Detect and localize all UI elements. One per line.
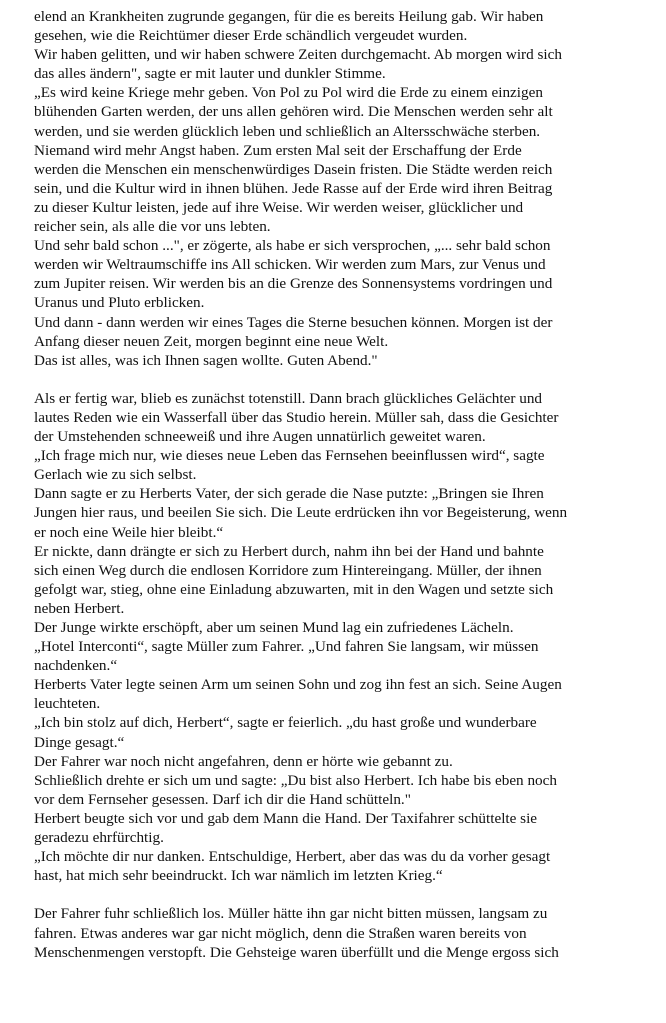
text-line: gefolgt war, stieg, ohne eine Einladung abzuwarten, mit in den Wagen und setzte sich (34, 580, 554, 598)
paragraph-block-speech (34, 7, 634, 370)
text-line: Der Junge wirkte erschöpft, aber um seinen Mund lag ein zufriedenes Lächeln. (34, 619, 514, 636)
text-line: blühenden Garten werden, der uns allen gehören wird. Die Menschen werden sehr alt (34, 103, 553, 121)
text-line: Niemand wird mehr Angst haben. Zum ersten Mal seit der Erschaffung der Erde (34, 141, 522, 159)
document-page (34, 7, 634, 962)
text-line: „Ich möchte dir nur danken. Entschuldige, Herbert, aber das was du da vorher gesagt (34, 848, 551, 866)
text-line: Dinge gesagt.“ (34, 733, 125, 751)
text-line: Anfang dieser neuen Zeit, morgen beginnt eine neue Welt. (34, 332, 389, 350)
text-line: Der Fahrer fuhr schließlich los. Müller hätte ihn gar nicht bitten müssen, langsam zu (34, 905, 548, 923)
text-line: lautes Reden wie ein Wasserfall über das Studio herein. Müller sah, dass die Gesichter (34, 408, 559, 426)
text-line: Herberts Vater legte seinen Arm um seinen Sohn und zog ihn fest an sich. Seine Augen (34, 676, 562, 694)
text-line: sich einen Weg durch die endlosen Korridore zum Hintereingang. Müller, der ihnen (34, 561, 542, 579)
text-line: neben Herbert. (34, 599, 125, 617)
text-line: „Hotel Interconti“, sagte Müller zum Fahrer. „Und fahren Sie langsam, wir müssen (34, 638, 539, 656)
text-line: geradezu ehrfürchtig. (34, 829, 164, 847)
paragraph-block-studio (34, 389, 634, 885)
paragraph-gap (34, 885, 634, 904)
text-line: Als er fertig war, blieb es zunächst totenstill. Dann brach glückliches Gelächter und (34, 389, 543, 407)
text-line: zum Jupiter reisen. Wir werden bis an die Grenze des Sonnensystems vordringen und (34, 275, 553, 293)
text-line: nachdenken.“ (34, 657, 118, 675)
text-line: „Es wird keine Kriege mehr geben. Von Pol zu Pol wird die Erde zu einem einzigen (34, 84, 543, 102)
text-line: Das ist alles, was ich Ihnen sagen wollte. Guten Abend." (34, 351, 378, 369)
text-line: leuchteten. (34, 695, 101, 713)
text-line: „Ich bin stolz auf dich, Herbert“, sagte er feierlich. „du hast große und wunderbare (34, 714, 537, 732)
text-line: hast, hat mich sehr beeindruckt. Ich war nämlich im letzten Krieg.“ (34, 867, 443, 885)
text-line: Uranus und Pluto erblicken. (34, 294, 205, 312)
text-line: fahren. Etwas anderes war gar nicht möglich, denn die Straßen waren bereits von (34, 924, 527, 942)
text-line: er noch eine Weile hier bleibt.“ (34, 523, 224, 541)
text-line: Wir haben gelitten, und wir haben schwere Zeiten durchgemacht. Ab morgen wird sich (34, 46, 562, 64)
text-line: Und sehr bald schon ...", er zögerte, als habe er sich versprochen, „... sehr bald schon (34, 237, 551, 255)
text-line: Er nickte, dann drängte er sich zu Herbert durch, nahm ihn bei der Hand und bahnte (34, 542, 544, 560)
text-line: vor dem Fernseher gesessen. Darf ich dir die Hand schütteln." (34, 790, 411, 808)
text-line: werden wir Weltraumschiffe ins All schicken. Wir werden zum Mars, zur Venus und (34, 256, 546, 274)
text-line: reicher sein, als alle die vor uns lebten. (34, 218, 271, 236)
text-line: gesehen, wie die Reichtümer dieser Erde schändlich vergeudet wurden. (34, 27, 468, 45)
text-line: Schließlich drehte er sich um und sagte: „Du bist also Herbert. Ich habe bis eben noch (34, 771, 557, 789)
text-line: werden die Menschen ein menschenwürdiges Dasein fristen. Die Städte werden reich (34, 160, 553, 178)
text-line: zu dieser Kultur leisten, jede auf ihre Weise. Wir werden weiser, glücklicher und (34, 198, 524, 216)
text-line: Der Fahrer war noch nicht angefahren, denn er hörte wie gebannt zu. (34, 752, 453, 770)
text-line: das alles ändern", sagte er mit lauter und dunkler Stimme. (34, 65, 386, 83)
paragraph-block-drive (34, 904, 634, 961)
paragraph-gap (34, 370, 634, 389)
text-line: der Umstehenden schneeweiß und ihre Augen unnatürlich geweitet waren. (34, 428, 486, 446)
text-line: elend an Krankheiten zugrunde gegangen, für die es bereits Heilung gab. Wir haben (34, 8, 544, 25)
text-line: Menschenmengen verstopft. Die Gehsteige waren überfüllt und die Menge ergoss sich (34, 943, 559, 961)
text-line: Und dann - dann werden wir eines Tages die Sterne besuchen können. Morgen ist der (34, 313, 553, 331)
text-line: Herbert beugte sich vor und gab dem Mann die Hand. Der Taxifahrer schüttelte sie (34, 809, 538, 827)
text-line: „Ich frage mich nur, wie dieses neue Leben das Fernsehen beeinflussen wird“, sagte (34, 447, 545, 465)
text-line: Gerlach wie zu sich selbst. (34, 466, 197, 484)
text-line: Dann sagte er zu Herberts Vater, der sich gerade die Nase putzte: „Bringen sie Ihren (34, 485, 544, 503)
text-line: sein, und die Kultur wird in ihnen blühen. Jede Rasse auf der Erde wird ihren Beitrag (34, 179, 553, 197)
text-line: Jungen hier raus, und beeilen Sie sich. Die Leute erdrücken ihn vor Begeisterung, wenn (34, 504, 568, 522)
text-line: werden, und sie werden glücklich leben und schließlich an Altersschwäche sterben. (34, 122, 541, 140)
